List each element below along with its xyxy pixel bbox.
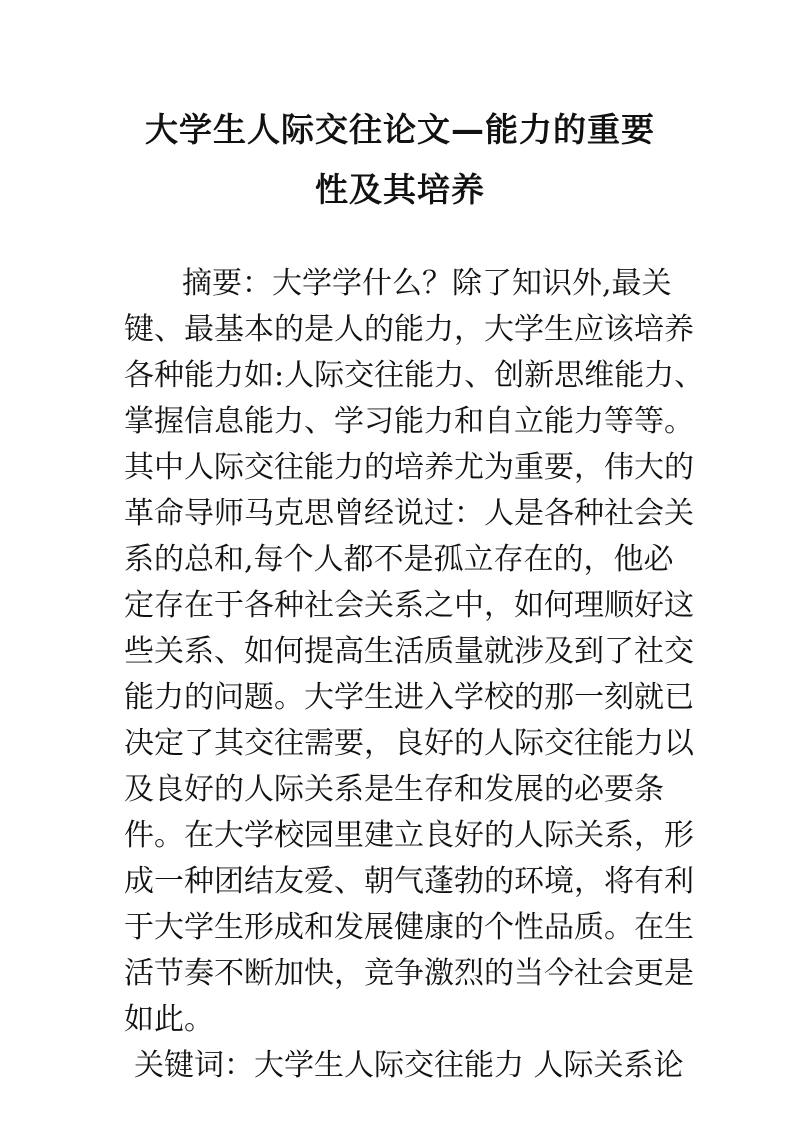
title-line-1: 大学生人际交往论文—能力的重要 bbox=[145, 110, 655, 149]
abstract-line: 掌握信息能力、学习能力和自立能力等等。 bbox=[124, 404, 694, 439]
abstract-line: 些关系、如何提高生活质量就涉及到了社交 bbox=[124, 634, 694, 669]
abstract-line: 及良好的人际关系是生存和发展的必要条 bbox=[124, 772, 664, 807]
abstract-line: 能力的问题。大学生进入学校的那一刻就已 bbox=[124, 680, 694, 715]
abstract-line: 活节奏不断加快，竞争激烈的当今社会更是 bbox=[124, 956, 694, 991]
abstract-line: 决定了其交往需要，良好的人际交往能力以 bbox=[124, 726, 694, 761]
abstract-line: 摘要：大学学什么？除了知识外,最关 bbox=[182, 266, 672, 301]
abstract-line: 革命导师马克思曾经说过：人是各种社会关 bbox=[124, 496, 694, 531]
abstract-line: 系的总和,每个人都不是孤立存在的，他必 bbox=[124, 542, 674, 577]
abstract-line: 成一种团结友爱、朝气蓬勃的环境，将有利 bbox=[124, 864, 694, 899]
keywords-line: 关键词：大学生人际交往能力 人际关系论 bbox=[134, 1048, 684, 1083]
abstract-line: 其中人际交往能力的培养尤为重要，伟大的 bbox=[124, 450, 694, 485]
abstract-line: 定存在于各种社会关系之中，如何理顺好这 bbox=[124, 588, 694, 623]
abstract-line: 如此。 bbox=[124, 1002, 214, 1037]
abstract-line: 件。在大学校园里建立良好的人际关系，形 bbox=[124, 818, 694, 853]
title-line-2: 性及其培养 bbox=[315, 170, 485, 209]
abstract-line: 各种能力如:人际交往能力、创新思维能力、 bbox=[124, 358, 705, 393]
abstract-line: 于大学生形成和发展健康的个性品质。在生 bbox=[124, 910, 694, 945]
abstract-line: 键、最基本的是人的能力，大学生应该培养 bbox=[124, 312, 694, 347]
